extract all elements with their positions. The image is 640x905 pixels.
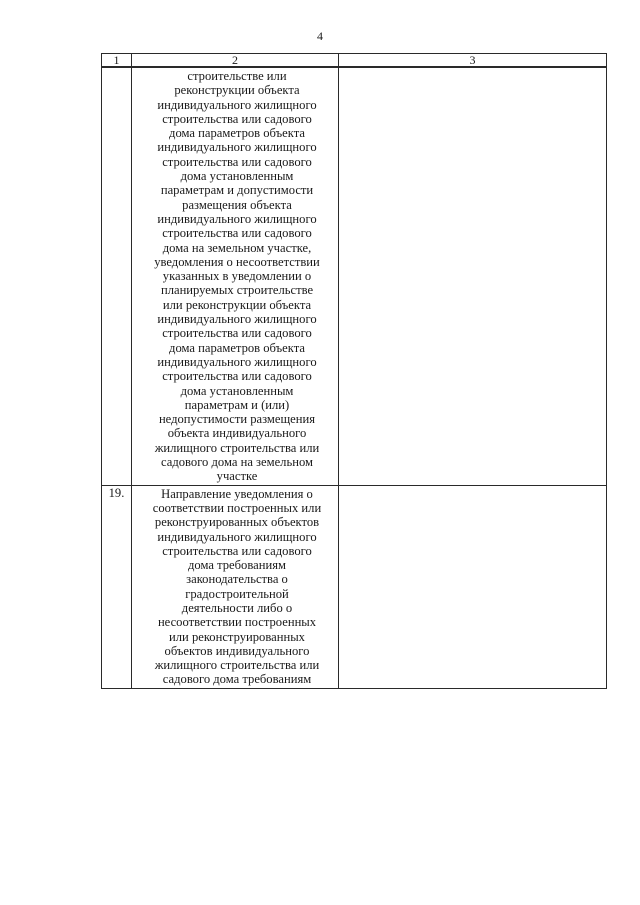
column-header-3: 3 (339, 54, 607, 68)
text-line: параметрам и допустимости (160, 183, 314, 198)
text-line: соответствии построенных или (152, 500, 322, 515)
column-header-2: 2 (132, 54, 339, 68)
text-line: строительстве или (187, 69, 287, 83)
text-line: объекта индивидуального (167, 426, 307, 441)
text-line: указанных в уведомлении о (162, 269, 312, 284)
text-line: дома параметров объекта (169, 126, 305, 141)
text-line: садового дома требованиям (162, 672, 312, 687)
text-line: планируемых строительстве (160, 283, 314, 298)
text-line: или реконструированных (169, 629, 305, 644)
text-line: строительства или садового (162, 154, 312, 169)
text-line: индивидуального жилищного (157, 529, 317, 544)
row-column-3-cell (339, 485, 607, 688)
row-description-text (132, 486, 338, 688)
services-table (101, 53, 607, 689)
text-line: дома на земельном участке, (162, 240, 312, 255)
text-line: строительства или садового (162, 369, 312, 384)
text-line: садового дома на земельном (161, 455, 313, 470)
row-description-text (132, 68, 338, 485)
column-header-1: 1 (102, 54, 132, 68)
text-line: строительства или садового (162, 543, 312, 558)
text-line: жилищного строительства или (154, 440, 320, 455)
text-line: размещения объекта (182, 197, 292, 212)
text-line: или реконструкции объекта (162, 297, 312, 312)
text-line: реконструкции объекта (174, 83, 300, 98)
text-line: индивидуального жилищного (157, 140, 317, 155)
text-line: деятельности либо о (181, 600, 293, 615)
text-line: дома установленным (180, 383, 294, 398)
text-line: строительства или садового (162, 326, 312, 341)
table-row (102, 67, 607, 485)
text-line: индивидуального жилищного (157, 97, 317, 112)
text-line: объектов индивидуального (164, 643, 310, 658)
table-row (102, 485, 607, 688)
text-line: несоответствии построенных (157, 615, 317, 630)
row-column-3-cell (339, 67, 607, 485)
text-line: строительства или садового (162, 226, 312, 241)
text-line: дома установленным (180, 169, 294, 184)
row-description-cell (132, 485, 339, 688)
text-line: индивидуального жилищного (157, 211, 317, 226)
text-line: параметрам и (или) (184, 397, 290, 412)
row-number: 19. (102, 485, 132, 688)
text-line: уведомления о несоответствии (154, 254, 320, 269)
text-line: реконструированных объектов (154, 515, 320, 530)
text-line: дома требованиям (188, 558, 286, 573)
text-line: законодательства о (186, 572, 288, 587)
text-line: Направление уведомления о (161, 486, 313, 501)
row-description-cell (132, 67, 339, 485)
text-line: дома параметров объекта (169, 340, 305, 355)
text-line: участке (216, 469, 258, 484)
text-line: строительства или садового (162, 111, 312, 126)
text-line: жилищного строительства или (154, 658, 320, 673)
page-number: 4 (317, 29, 323, 43)
text-line: градостроительной (185, 586, 289, 601)
text-line: недопустимости размещения (158, 412, 316, 427)
text-line: индивидуального жилищного (157, 354, 317, 369)
text-line: индивидуального жилищного (157, 312, 317, 327)
row-number (102, 67, 132, 485)
table-header-row (102, 54, 607, 68)
